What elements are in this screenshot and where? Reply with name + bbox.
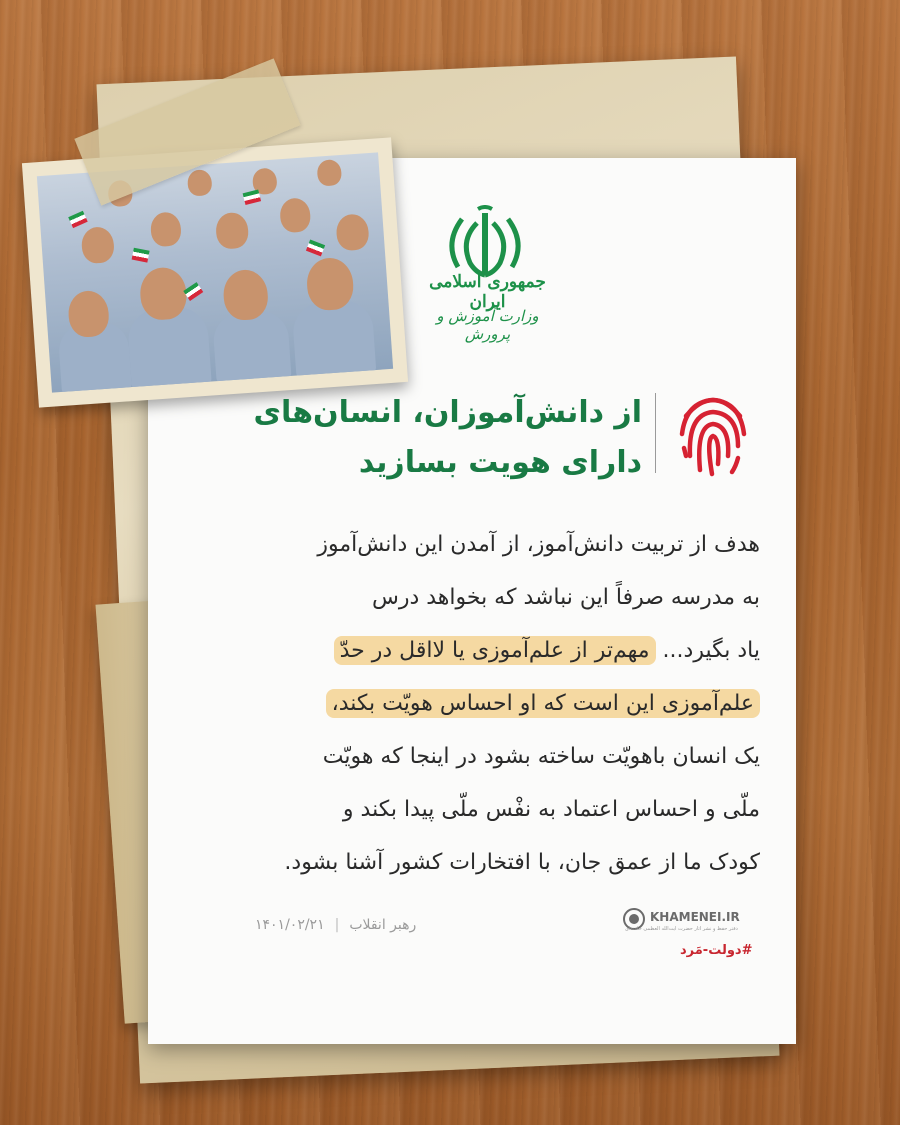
- speaker-label: رهبر انقلاب: [349, 917, 417, 933]
- site-subtitle: دفتر حفظ و نشر آثار حضرت آیت‌الله العظمی خامنه‌ای: [625, 926, 738, 932]
- site-name: KHAMENEI.IR: [650, 910, 740, 924]
- quote-line-3: [190, 624, 760, 677]
- headline-divider: [655, 393, 656, 473]
- quote-line-5: یک انسان باهویّت ساخته بشود در اینجا که هویّت: [322, 744, 760, 769]
- quote-line-4: [190, 677, 760, 730]
- emblem-subtitle: وزارت آموزش و پرورش: [436, 307, 539, 343]
- quote-highlight-2: علم‌آموزی این است که او احساس هویّت بکند،: [326, 689, 760, 718]
- source-separator: |: [334, 917, 340, 933]
- quote-highlight-1: مهم‌تر از علم‌آموزی یا لااقل در حدّ: [334, 636, 656, 665]
- headline-line-2: دارای هویت بسازید: [358, 445, 642, 480]
- quote-source: [255, 917, 416, 933]
- headline: [222, 388, 642, 488]
- quote-line-6: ملّی و احساس اعتماد به نفْس ملّی پیدا بکند و: [342, 797, 760, 822]
- fingerprint-icon: [676, 386, 750, 478]
- hashtag: #دولت-مَرد: [680, 943, 753, 958]
- quote-text: [190, 518, 760, 889]
- emblem-title: جمهوری اسلامی ایران: [429, 272, 546, 312]
- students-photo: [22, 137, 408, 407]
- quote-line-3-plain: یاد بگیرد...: [662, 638, 760, 663]
- quote-line-2: به مدرسه صرفاً این نباشد که بخواهد درس: [371, 585, 760, 610]
- students-photo-image: [37, 152, 393, 392]
- headline-line-1: از دانش‌آموزان، انسان‌های: [253, 395, 642, 430]
- quote-line-7: کودک ما از عمق جان، با افتخارات کشور آشنا بشود.: [284, 850, 760, 875]
- quote-date: ۱۴۰۱/۰۲/۲۱: [255, 917, 325, 933]
- quote-line-1: هدف از تربیت دانش‌آموز، از آمدن این دانش‌آموز: [317, 532, 760, 557]
